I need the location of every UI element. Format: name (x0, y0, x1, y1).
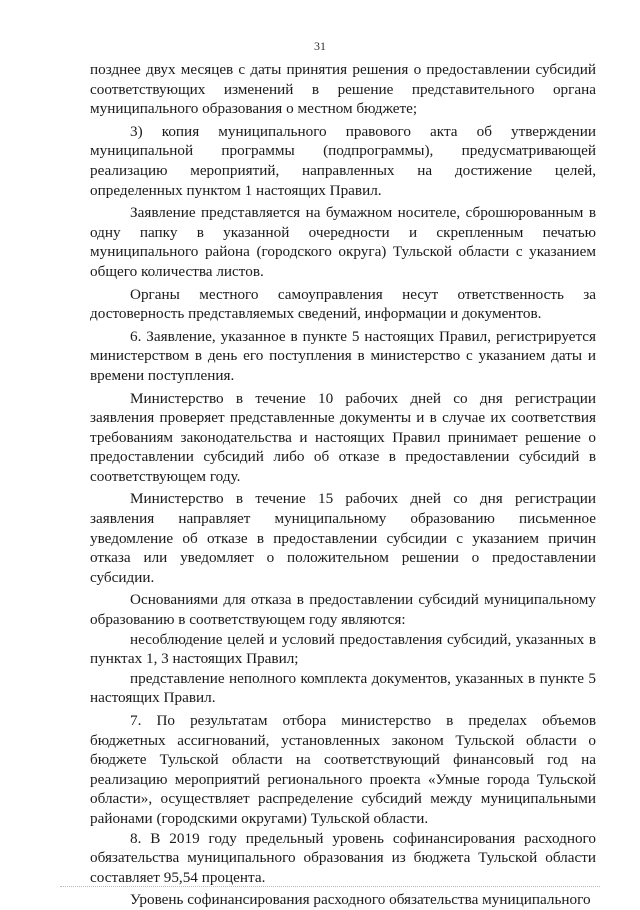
paragraph-notice-15-days: Министерство в течение 15 рабочих дней со дня регистрации заявления направляет муниципальному образованию письменное уведомление об отказе в предоставлении субсидии с указанием причин отказа или уведомляет о положительном решении о предоставлении субсидии. (90, 490, 596, 586)
paragraph-section-7: 7. По результатам отбора министерство в пределах объемов бюджетных ассигнований, установленных законом Тульской области о бюджете Тульской области на соответствующий финансовый год на реализацию мероприятий регионального проекта «Умные города Тульской области», осуществляет распределение субсидий между муниципальными районами (городскими округами) Тульской области. (90, 712, 596, 827)
paragraph-cofinancing-level: Уровень софинансирования расходного обязательства муниципального (130, 891, 591, 909)
paragraph-review-10-days: Министерство в течение 10 рабочих дней со дня регистрации заявления проверяет представленные документы и в случае их соответствия требованиям законодательства и настоящих Правил принимает решение о предоставлении субсидий либо об отказе в предоставлении субсидий в соответствующем году. (90, 389, 596, 485)
paragraph-ground-1: несоблюдение целей и условий предоставления субсидий, указанных в пунктах 1, 3 настоящих Правил; (90, 630, 596, 668)
paragraph-refusal-grounds: Основаниями для отказа в предоставлении субсидий муниципальному образованию в соответствующем году являются: (90, 591, 596, 629)
page-number: 31 (314, 39, 326, 53)
paragraph-continuation: позднее двух месяцев с даты принятия решения о предоставлении субсидий соответствующих изменений в решение представительного органа муниципального образования о местном бюджете; (90, 61, 596, 118)
paragraph-item-3: 3) копия муниципального правового акта об утверждении муниципальной программы (подпрограммы), предусматривающей реализацию мероприятий, направленных на достижение целей, определенных пунктом 1 настоящих Правил. (90, 122, 596, 199)
paragraph-section-8: 8. В 2019 году предельный уровень софинансирования расходного обязательства муниципального образования из бюджета Тульской области составляет 95,54 процента. (90, 829, 596, 886)
scan-edge-artifact (60, 886, 600, 888)
paragraph-section-6: 6. Заявление, указанное в пункте 5 настоящих Правил, регистрируется министерством в день его поступления в министерство с указанием даты и времени поступления. (90, 327, 596, 384)
paragraph-ground-2: представление неполного комплекта документов, указанных в пункте 5 настоящих Правил. (90, 669, 596, 707)
paragraph-application-format: Заявление представляется на бумажном носителе, сброшюрованным в одну папку в указанной очередности и скрепленным печатью муниципального района (городского округа) Тульской области с указанием общего количества листов. (90, 204, 596, 280)
document-body (90, 60, 596, 910)
paragraph-responsibility: Органы местного самоуправления несут ответственность за достоверность представляемых сведений, информации и документов. (90, 285, 596, 323)
